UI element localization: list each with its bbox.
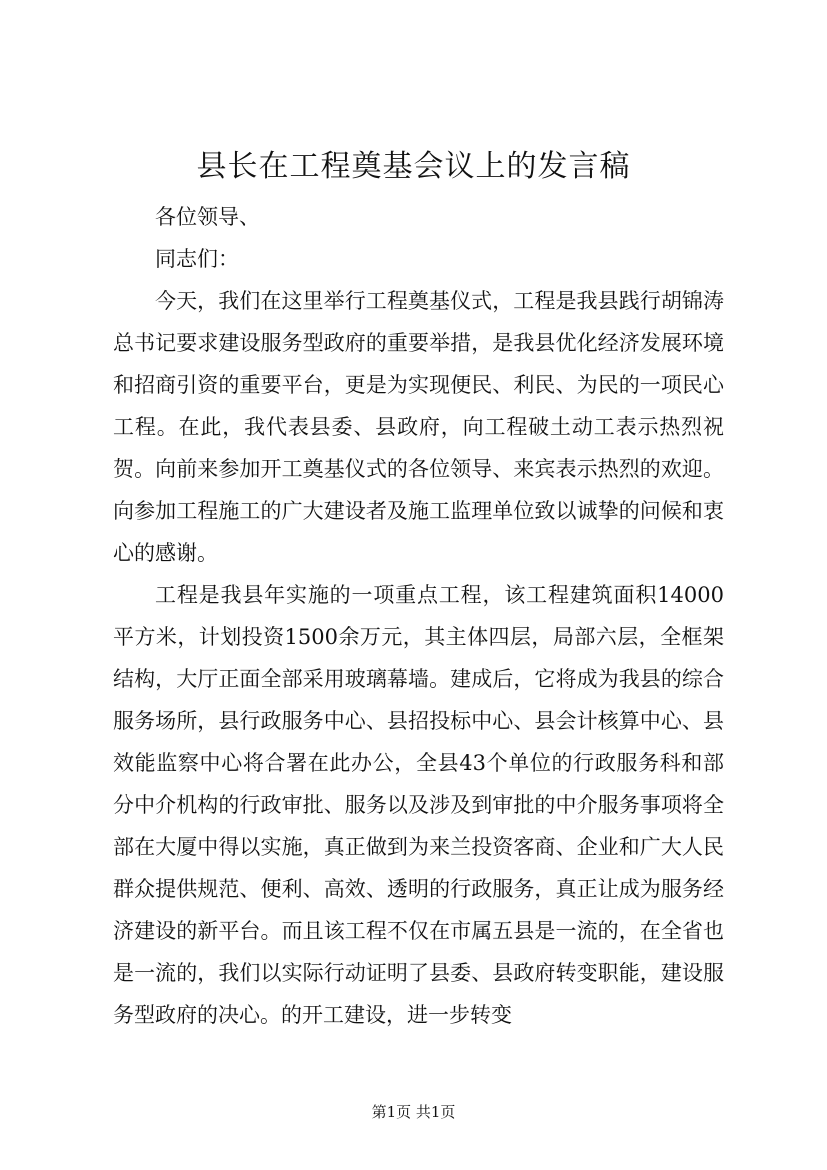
- document-title: 县长在工程奠基会议上的发言稿: [196, 149, 631, 184]
- body-paragraph-1: 今天，我们在这里举行工程奠基仪式，工程是我县践行胡锦涛总书记要求建设服务型政府的重要举措，是我县优化经济发展环境和招商引资的重要平台，更是为实现便民、利民、为民的一项民心工程。在此，我代表县委、县政府，向工程破土动工表示热烈祝贺。向前来参加开工奠基仪式的各位领导、来宾表示热烈的欢迎。向参加工程施工的广大建设者及施工监理单位致以诚挚的问候和衷心的感谢。: [113, 289, 724, 565]
- body-paragraph-2: 工程是我县年实施的一项重点工程，该工程建筑面积14000平方米，计划投资1500余万元，其主体四层，局部六层，全框架结构，大厅正面全部采用玻璃幕墙。建成后，它将成为我县的综合服务场所，县行政服务中心、县招投标中心、县会计核算中心、县效能监察中心将合署在此办公，全县43个单位的行政服务科和部分中介机构的行政审批、服务以及涉及到审批的中介服务事项将全部在大厦中得以实施，真正做到为来兰投资客商、企业和广大人民群众提供规范、便利、高效、透明的行政服务，真正让成为服务经济建设的新平台。而且该工程不仅在市属五县是一流的，在全省也是一流的，我们以实际行动证明了县委、县政府转变职能，建设服务型政府的决心。的开工建设，进一步转变: [113, 583, 724, 1027]
- document-body: [113, 196, 724, 1036]
- salutation-line-1: 各位领导、: [155, 205, 260, 229]
- page-footer: 第1页 共1页: [371, 1103, 456, 1121]
- salutation-line-2: 同志们：: [155, 247, 239, 271]
